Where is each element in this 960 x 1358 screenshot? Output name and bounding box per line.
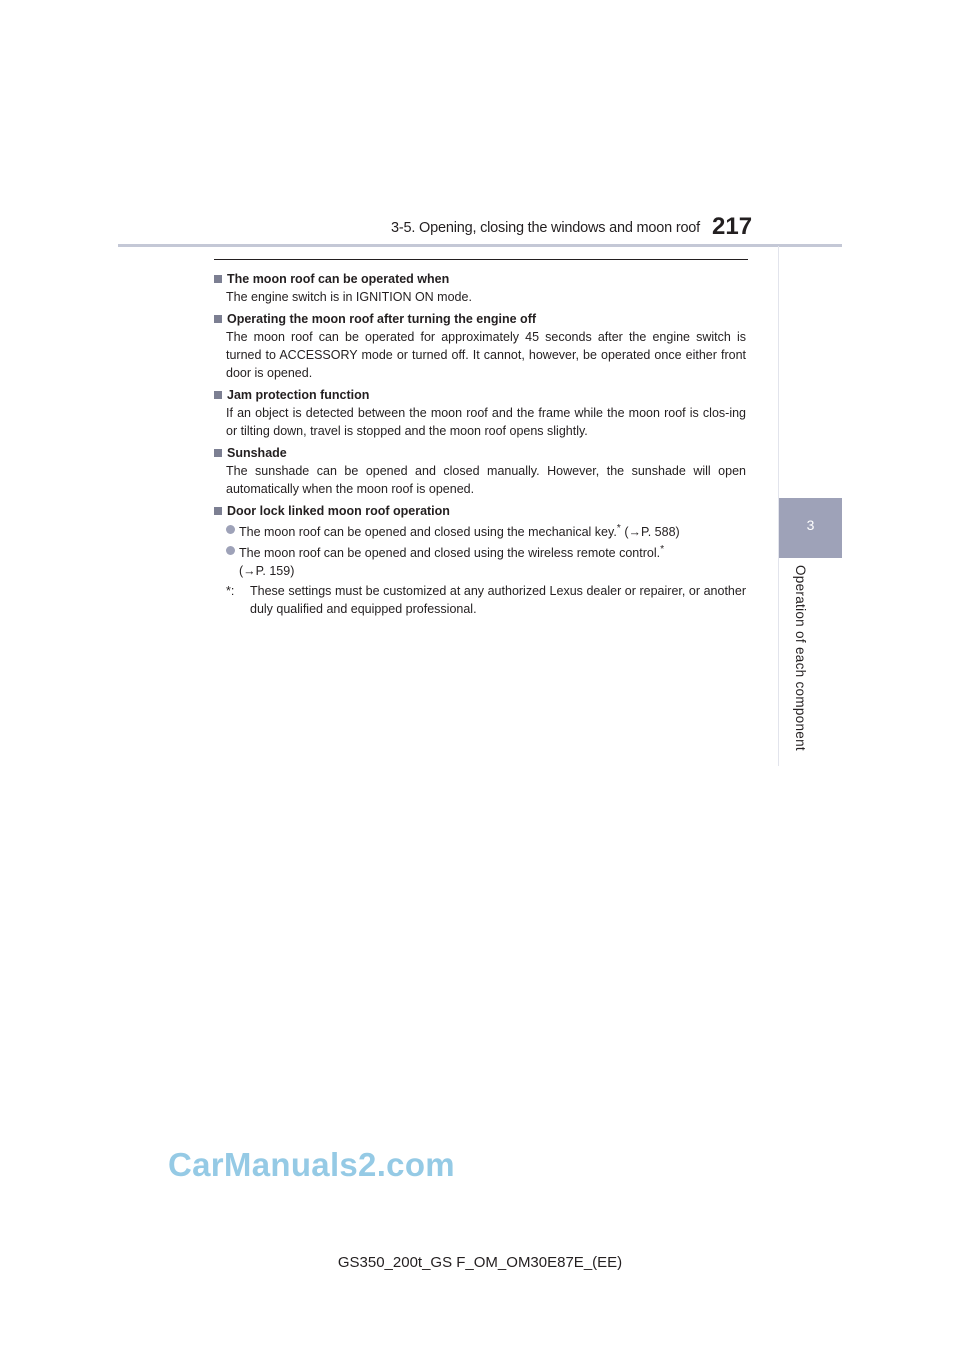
section-body: The sunshade can be opened and closed manually. However, the sunshade will open automatically when the moon roof is opened. (226, 464, 746, 496)
section-title: Sunshade (227, 446, 287, 460)
section-sunshade (214, 444, 746, 498)
section-rule (214, 259, 748, 260)
list-item (214, 520, 746, 541)
list-item (214, 541, 746, 580)
section-title: Door lock linked moon roof operation (227, 504, 450, 518)
section-body: The engine switch is in IGNITION ON mode. (226, 290, 472, 304)
square-bullet-icon (214, 507, 222, 515)
square-bullet-icon (214, 275, 222, 283)
document-code: GS350_200t_GS F_OM_OM30E87E_(EE) (337, 1254, 623, 1271)
section-operated-when (214, 270, 746, 306)
asterisk-mark: * (660, 544, 665, 556)
chapter-number: 3 (806, 517, 815, 533)
header-section-title: 3-5. Opening, closing the windows and moon roof (391, 220, 700, 236)
page-reference-link[interactable]: (→P. 588) (624, 525, 680, 540)
square-bullet-icon (214, 315, 222, 323)
header-rule (118, 244, 842, 247)
square-bullet-icon (214, 449, 222, 457)
bullet-text: The moon roof can be opened and closed using the wireless remote control. (239, 546, 661, 561)
section-jam-protection (214, 386, 746, 440)
page-number: 217 (712, 213, 753, 240)
chapter-tab[interactable] (779, 498, 842, 558)
square-bullet-icon (214, 391, 222, 399)
section-after-engine-off (214, 310, 746, 382)
bullet-text: The moon roof can be opened and closed using the mechanical key. (239, 525, 617, 540)
section-door-lock (214, 502, 746, 618)
section-body: If an object is detected between the moon roof and the frame while the moon roof is clos-ing or tilting down, travel is stopped and the moon roof opens slightly. (226, 406, 746, 438)
asterisk-mark: * (616, 523, 621, 534)
circle-bullet-icon (226, 546, 235, 555)
page-reference-link[interactable]: (→P. 159) (239, 564, 295, 579)
watermark-logo: CarManuals2.com (168, 1146, 455, 1183)
section-title: Jam protection function (227, 388, 370, 402)
circle-bullet-icon (226, 525, 235, 534)
footnote (214, 582, 746, 618)
content-area (214, 270, 746, 622)
section-body: The moon roof can be operated for approximately 45 seconds after the engine switch is turned to ACCESSORY mode or turned off. It cannot, however, be operated once either front door is opened. (226, 330, 746, 380)
footnote-text: These settings must be customized at any authorized Lexus dealer or repairer, or another duly qualified and equipped professional. (250, 584, 746, 617)
section-title: The moon roof can be operated when (227, 272, 450, 286)
footnote-mark: *: (226, 584, 235, 599)
section-title: Operating the moon roof after turning the engine off (227, 312, 537, 326)
chapter-label: Operation of each component (793, 565, 808, 751)
